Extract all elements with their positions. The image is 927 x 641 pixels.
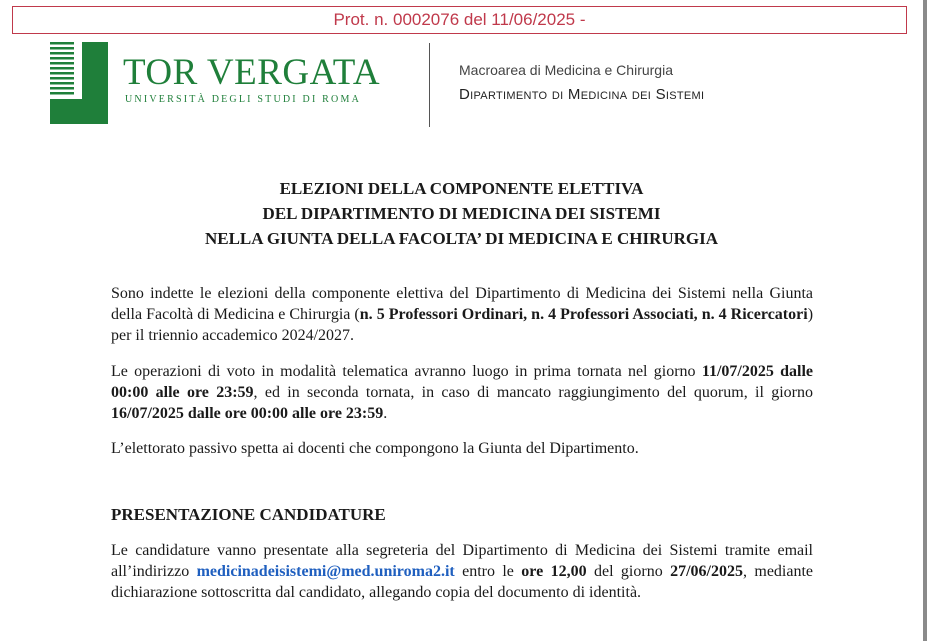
university-name: TOR VERGATA xyxy=(123,52,381,93)
header-divider xyxy=(429,43,430,127)
university-subtitle: UNIVERSITÀ DEGLI STUDI DI ROMA xyxy=(125,94,361,105)
para4-text-2: entro le xyxy=(454,563,522,580)
section-heading-candidature: PRESENTAZIONE CANDIDATURE xyxy=(111,505,386,524)
title-line-2: DEL DIPARTIMENTO DI MEDICINA DEI SISTEMI xyxy=(262,204,661,223)
email-link[interactable]: medicinadeisistemi@med.uniroma2.it xyxy=(196,563,455,580)
para2-text-2: , ed in seconda tornata, in caso di mancato raggiungimento del quorum, il giorno xyxy=(253,384,814,401)
para2-text-3: . xyxy=(383,405,388,422)
document-title xyxy=(0,176,923,251)
para1-text-2: ) per il triennio accademico 2024/2027. xyxy=(111,306,814,344)
para2-bold-second-round: 16/07/2025 dalle ore 00:00 alle ore 23:59 xyxy=(111,405,384,422)
macroarea-label: Macroarea di Medicina e Chirurgia xyxy=(459,62,673,78)
title-line-1: ELEZIONI DELLA COMPONENTE ELETTIVA xyxy=(279,179,644,198)
protocol-stamp xyxy=(12,6,907,34)
para4-text-3: del giorno xyxy=(586,563,671,580)
protocol-text: Prot. n. 0002076 del 11/06/2025 - xyxy=(333,10,586,29)
paragraph-voting-dates xyxy=(111,361,813,424)
para1-bold-seats: n. 5 Professori Ordinari, n. 4 Professori Associati, n. 4 Ricercatori xyxy=(359,306,808,323)
para4-bold-deadline-date: 27/06/2025 xyxy=(670,563,743,580)
para4-text-4: , mediante dichiarazione sottoscritta dal candidato, allegando copia del documento di identità. xyxy=(111,563,814,601)
para2-bold-first-round: 11/07/2025 dalle 00:00 alle ore 23:59 xyxy=(111,363,814,401)
para3-text-1: L’elettorato passivo spetta ai docenti che compongono la Giunta del Dipartimento. xyxy=(111,440,639,457)
page-edge xyxy=(923,0,927,641)
para4-bold-deadline-time: ore 12,00 xyxy=(521,563,587,580)
para2-text-1: Le operazioni di voto in modalità telematica avranno luogo in prima tornata nel giorno xyxy=(111,363,702,380)
paragraph-election-announcement xyxy=(111,283,813,346)
department-label: Dipartimento di Medicina dei Sistemi xyxy=(459,86,705,103)
paragraph-passive-electorate xyxy=(111,438,813,459)
title-line-3: NELLA GIUNTA DELLA FACOLTA’ DI MEDICINA E CHIRURGIA xyxy=(204,229,719,248)
para1-text-1: Sono indette le elezioni della componente elettiva del Dipartimento di Medicina dei Sistemi nella Giunta della Facoltà di Medicina e Chirurgia ( xyxy=(111,285,813,323)
paragraph-candidature xyxy=(111,540,813,603)
para4-text-1: Le candidature vanno presentate alla segreteria del Dipartimento di Medicina dei Sistemi tramite email all’indirizzo xyxy=(111,542,813,580)
